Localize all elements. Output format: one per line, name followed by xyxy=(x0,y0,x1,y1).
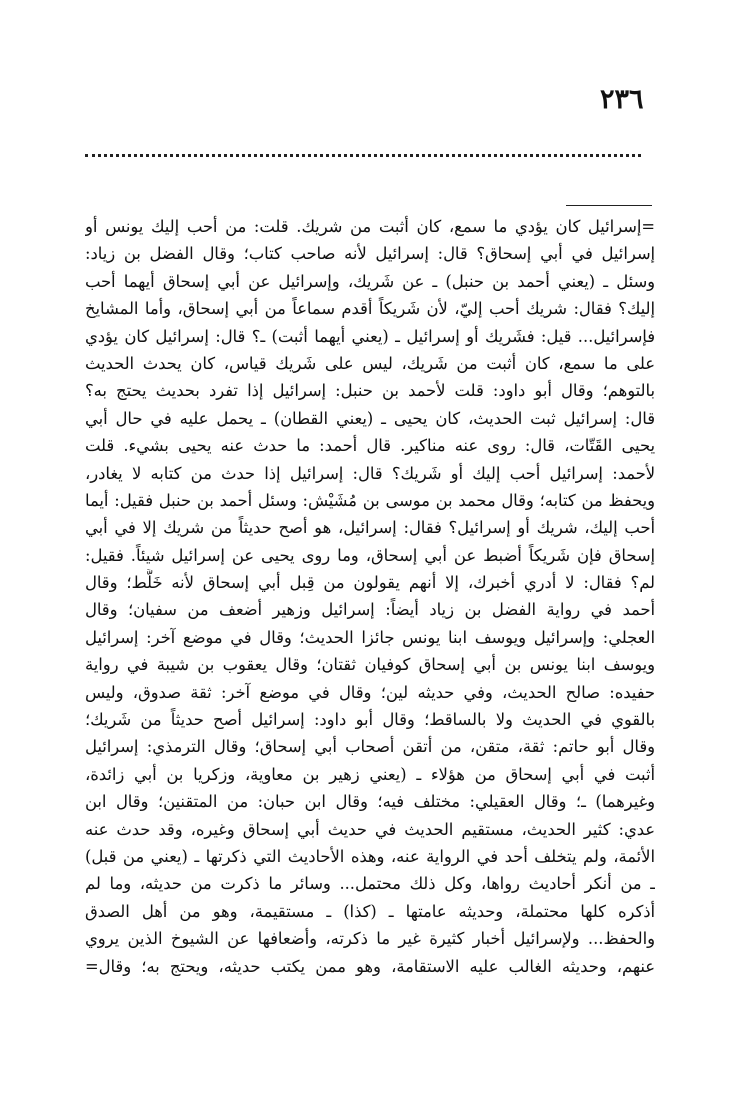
footnote-line: لأحمد: إسرائيل أحب إليك أو شَريك؟ قال: إسرائيل إذا حدث من كتابه لا يغادر، xyxy=(85,463,655,483)
footnote-line: لم؟ فقال: لا أدري أخبرك، إلا أنهم يقولون من قِبل أبي إسحاق لأنه خَلَّط؛ وقال xyxy=(85,573,655,593)
footnote-line: أثبت في أبي إسحاق من هؤلاء ـ (يعني زهير بن معاوية، وزكريا بن أبي زائدة، xyxy=(85,764,655,784)
footnote-line: إليك؟ فقال: شريك أحب إليّ، لأن شَريكاً أقدم سماعاً من أبي إسحاق، وأما المشايخ xyxy=(85,299,655,319)
footnote-text-block xyxy=(85,213,655,980)
footnote-separator-rule xyxy=(566,205,652,206)
footnote-line: عدي: كثير الحديث، مستقيم الحديث في حديث أبي إسحاق وغيره، وقد حدث عنه xyxy=(85,819,655,839)
footnote-line: والحفظ... ولإسرائيل أخبار كثيرة غير ما ذكرته، وأضعافها عن الشيوخ الذين يروي xyxy=(85,929,655,949)
footnote-line: أحب إليك، شريك أو إسرائيل؟ فقال: إسرائيل، هو أصح حديثاً من شريك إلا في أبي xyxy=(85,518,655,538)
footnote-line: قال: إسرائيل ثبت الحديث، كان يحيى ـ (يعني القطان) ـ يحمل عليه في حال أبي xyxy=(85,408,655,428)
footnote-line: ويحفظ من كتابه؛ وقال محمد بن موسى بن مُشَيْش: وسئل أحمد بن حنبل فقيل: أيما xyxy=(85,490,655,510)
footnote-line: =إسرائيل كان يؤدي ما سمع، كان أثبت من شريك. قلت: من أحب إليك يونس أو xyxy=(85,217,655,236)
footnote-line: عنهم، وحديثه الغالب عليه الاستقامة، وهو ممن يكتب حديثه، ويحتج به؛ وقال= xyxy=(85,956,655,976)
footnote-line: فإسرائيل... قيل: فشَريك أو إسرائيل ـ (يعني أيهما أثبت) ـ؟ قال: إسرائيل كان يؤدي xyxy=(85,326,655,346)
footnote-line: إسرائيل في أبي إسحاق؟ قال: إسرائيل لأنه صاحب كتاب؛ وقال الفضل بن زياد: xyxy=(85,244,655,264)
footnote-line: أذكره كلها محتملة، وحديثه عامتها ـ (كذا) ـ مستقيمة، وهو من أهل الصدق xyxy=(85,901,655,921)
footnote-line: على ما سمع، كان أثبت من شَريك، ليس على شَريك قياس، كان يحدث الحديث xyxy=(85,353,655,373)
footnote-line: يحيى القَتّات، قال: روى عنه مناكير. قال أحمد: ما حدث عنه يحيى بشيء. قلت xyxy=(85,436,655,456)
footnote-line: ويوسف ابنا يونس بن أبي إسحاق كوفيان ثقتان؛ وقال يعقوب بن شيبة في رواية xyxy=(85,655,655,675)
footnote-line: أحمد في رواية الفضل بن زياد أيضاً: إسرائيل وزهير أضعف من سفيان؛ وقال xyxy=(85,600,655,620)
footnote-line: وسئل ـ (يعني أحمد بن حنبل) ـ عن شَريك، وإسرائيل عن أبي إسحاق أيهما أحب xyxy=(85,271,655,291)
page-number: ٢٣٦ xyxy=(600,84,644,115)
footnote-line: ـ من أنكر أحاديث رواها، وكل ذلك محتمل... وسائر ما ذكرت من حديثه، وما لم xyxy=(85,874,655,894)
footnote-line: بالقوي في الحديث ولا بالساقط؛ وقال أبو داود: إسرائيل أصح حديثاً من شَريك؛ xyxy=(85,710,655,730)
dotted-separator xyxy=(85,154,641,157)
footnote-line: العجلي: وإسرائيل ويوسف ابنا يونس جائزا الحديث؛ وقال في موضع آخر: إسرائيل xyxy=(85,627,655,647)
footnote-line: وغيرهما) ـ؛ وقال العقيلي: مختلف فيه؛ وقال ابن حبان: من المتقنين؛ وقال ابن xyxy=(85,792,655,812)
footnote-line: بالتوهم؛ وقال أبو داود: قلت لأحمد بن حنبل: إسرائيل إذا تفرد بحديث يحتج به؟ xyxy=(85,381,655,401)
footnote-line: الأئمة، ولم يتخلف أحد في الرواية عنه، وهذه الأحاديث التي ذكرتها ـ (يعني من قبل) xyxy=(85,846,655,866)
footnote-line: حفيده: صالح الحديث، وفي حديثه لين؛ وقال في موضع آخر: ثقة صدوق، وليس xyxy=(85,682,655,702)
footnote-line: وقال أبو حاتم: ثقة، متقن، من أتقن أصحاب أبي إسحاق؛ وقال الترمذي: إسرائيل xyxy=(85,737,655,757)
footnote-line: إسحاق فإن شَريكاً أضبط عن أبي إسحاق، وما روى يحيى عن إسرائيل شيئاً. فقيل: xyxy=(85,545,655,565)
